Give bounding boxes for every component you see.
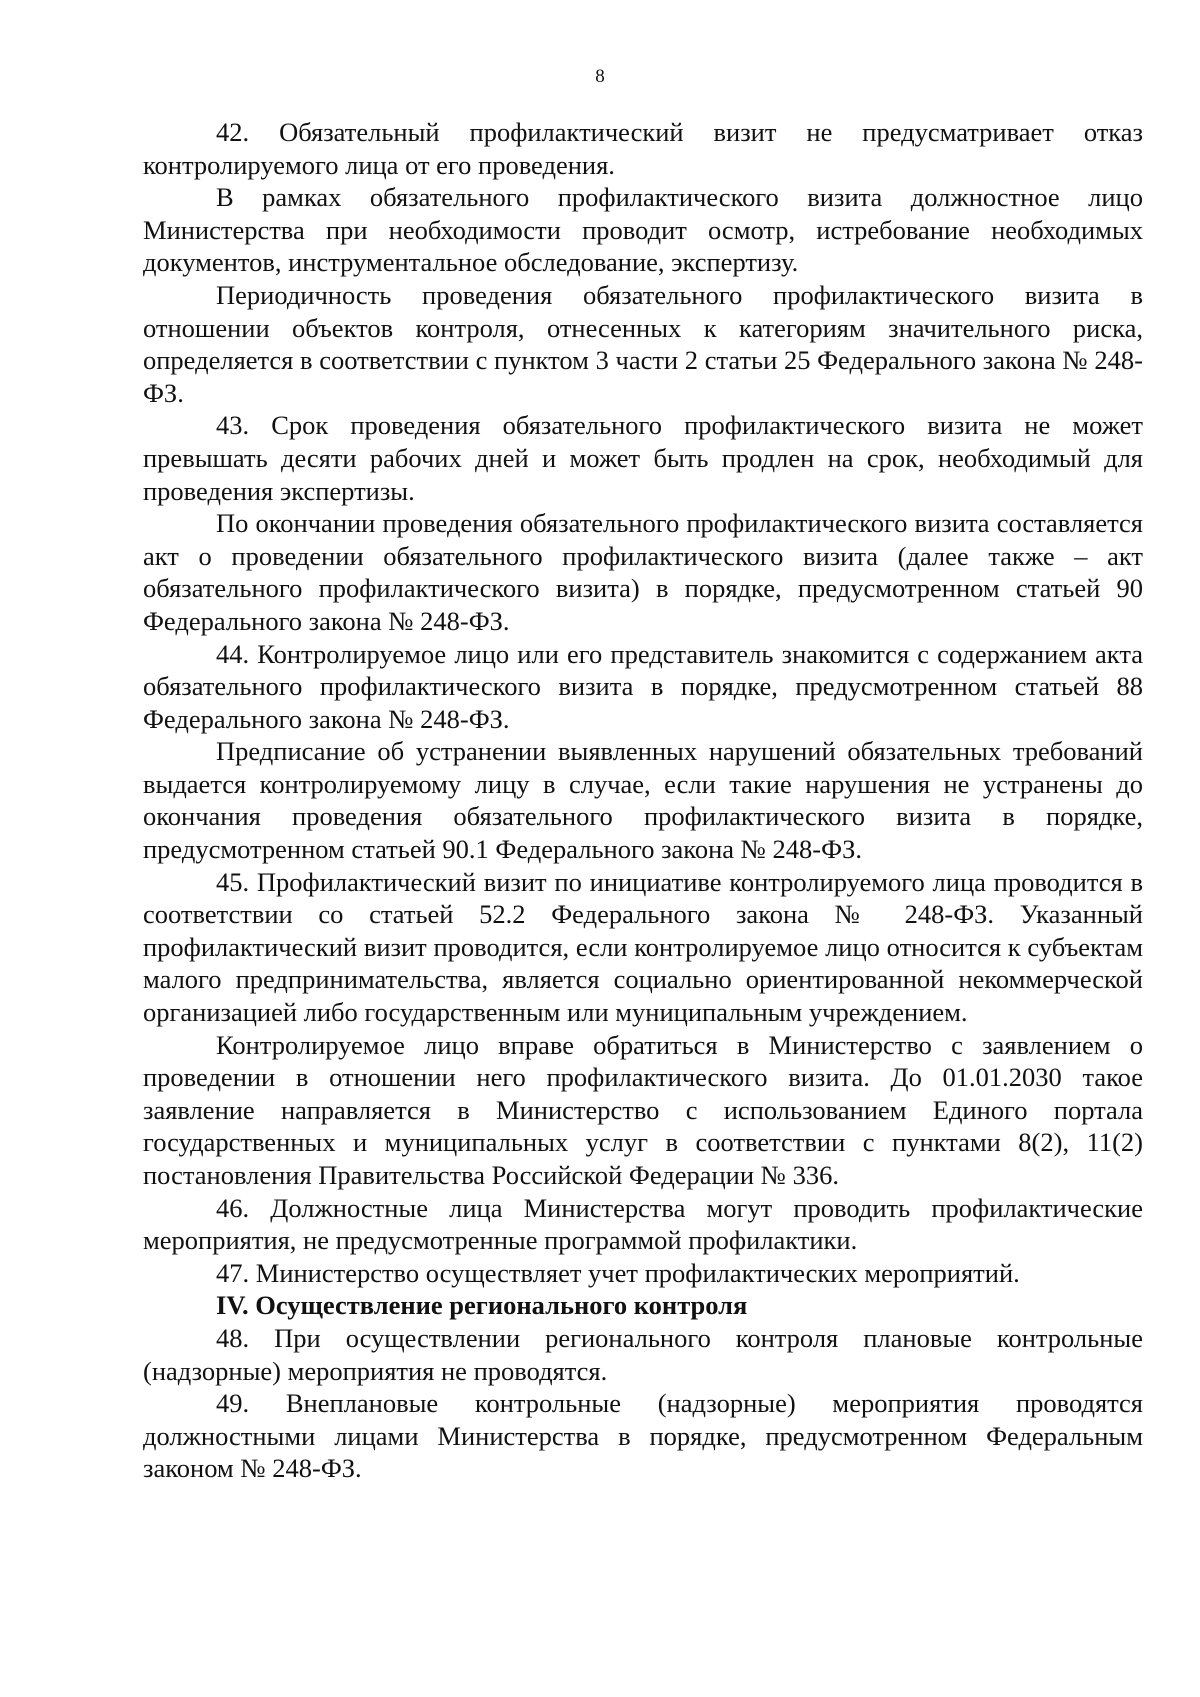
paragraph-47: 47. Министерство осуществляет учет профилактических мероприятий.: [216, 1257, 1020, 1288]
paragraph-42: 42. Обязательный профилактический визит не предусматривает отказ контролируемого лица от его проведения.: [143, 117, 1143, 180]
paragraph-44-order: Предписание об устранении выявленных нарушений обязательных требований выдается контролируемому лицу в случае, если такие нарушения не устранены до окончания проведения обязательного профилактического визита в порядке, предусмотренном статьей 90.1 Федерального закона № 248-ФЗ.: [143, 736, 1143, 865]
paragraph-43: 43. Срок проведения обязательного профилактического визита не может превышать десяти рабочих дней и может быть продлен на срок, необходимый для проведения экспертизы.: [143, 410, 1143, 506]
paragraph-45: 45. Профилактический визит по инициативе контролируемого лица проводится в соответствии со статьей 52.2 Федерального закона № 248-ФЗ. Указанный профилактический визит проводится, если контролируемое лицо относится к субъектам малого предпринимательства, является социально ориентированной некоммерческой организацией либо государственным или муниципальным учреждением.: [143, 866, 1143, 1028]
paragraph-44: 44. Контролируемое лицо или его представитель знакомится с содержанием акта обязательного профилактического визита в порядке, предусмотренном статьей 88 Федерального закона № 248-ФЗ.: [143, 638, 1143, 734]
paragraph-48: 48. При осуществлении регионального контроля плановые контрольные (надзорные) мероприятия не проводятся.: [143, 1322, 1143, 1386]
paragraph-45-application: Контролируемое лицо вправе обратиться в Министерство с заявлением о проведении в отношении него профилактического визита. До 01.01.2030 такое заявление направляется в Министерство с использованием Единого портала государственных и муниципальных услуг в соответствии с пунктами 8(2), 11(2) постановления Правительства Российской Федерации № 336.: [143, 1029, 1143, 1190]
page-number: 8: [595, 66, 605, 87]
paragraph-42-inspection: В рамках обязательного профилактического визита должностное лицо Министерства при необходимости проводит осмотр, истребование необходимых документов, инструментальное обследование, экспертизу.: [143, 182, 1143, 278]
paragraph-46: 46. Должностные лица Министерства могут проводить профилактические мероприятия, не предусмотренные программой профилактики.: [143, 1192, 1143, 1256]
paragraph-49: 49. Внеплановые контрольные (надзорные) мероприятия проводятся должностными лицами Министерства в порядке, предусмотренном Федеральным законом № 248-ФЗ.: [143, 1388, 1143, 1484]
document-body: [143, 116, 1143, 1485]
paragraph-43-act: По окончании проведения обязательного профилактического визита составляется акт о проведении обязательного профилактического визита (далее также – акт обязательного профилактического визита) в порядке, предусмотренном статьей 90 Федерального закона № 248-ФЗ.: [143, 508, 1143, 636]
section-heading: IV. Осуществление регионального контроля: [216, 1290, 748, 1321]
paragraph-42-periodicity: Периодичность проведения обязательного профилактического визита в отношении объектов контроля, отнесенных к категориям значительного риска, определяется в соответствии с пунктом 3 части 2 статьи 25 Федерального закона № 248-ФЗ.: [143, 279, 1143, 408]
